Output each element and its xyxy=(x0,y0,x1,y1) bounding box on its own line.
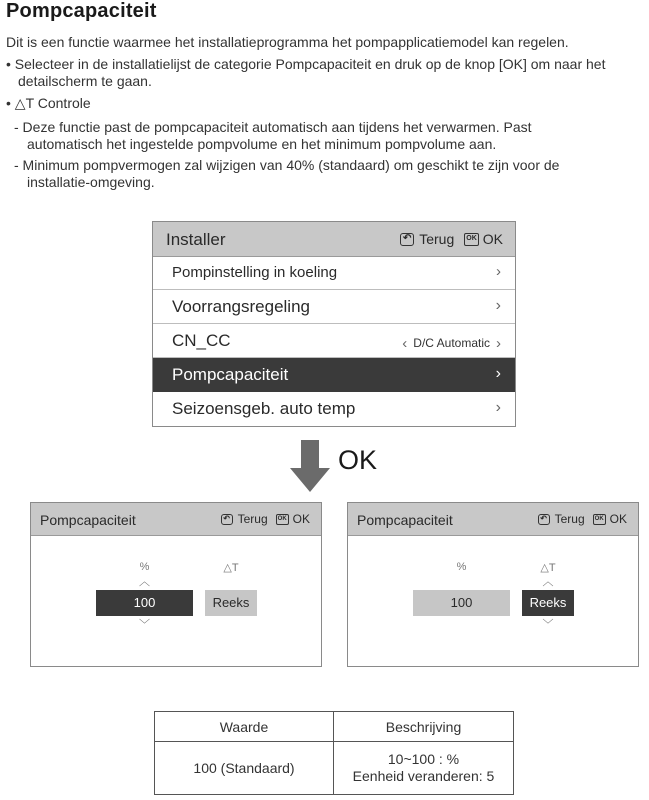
menu-item-voorrangsregeling[interactable] xyxy=(153,290,515,324)
ok-button[interactable]: OK xyxy=(482,231,503,247)
col-header-waarde: Waarde xyxy=(155,712,334,742)
dash-item-auto-adjust xyxy=(14,119,532,153)
ok-icon[interactable]: OK xyxy=(593,514,606,525)
bullet-dot: • xyxy=(6,95,11,111)
ok-button[interactable]: OK xyxy=(609,512,627,526)
caret-up-icon[interactable]: ︿ xyxy=(139,576,150,588)
header-actions xyxy=(221,512,310,526)
dash-text-cont: automatisch het ingestelde pompvolume en het minimum pompvolume aan. xyxy=(27,136,497,152)
menu-item-label: Voorrangsregeling xyxy=(172,297,310,316)
ok-button[interactable]: OK xyxy=(292,512,310,526)
bullet-text-cont: detailscherm te gaan. xyxy=(18,73,152,89)
back-icon[interactable]: ↶ xyxy=(221,514,233,525)
screen-title: Installer xyxy=(166,230,226,249)
page-title: Pompcapaciteit xyxy=(6,0,157,22)
detail-screen-dt-focused xyxy=(347,502,639,667)
menu-item-seizoensgeb[interactable] xyxy=(153,392,515,426)
chevron-left-icon[interactable]: ‹ xyxy=(402,335,408,352)
chevron-right-icon: › xyxy=(495,297,501,314)
pct-label: % xyxy=(456,561,467,573)
caret-down-icon[interactable]: ﹀ xyxy=(542,619,554,631)
dash-text: - Minimum pompvermogen zal wijzigen van 40% (standaard) om geschikt te zijn voor de xyxy=(14,157,560,173)
menu-item-pompinstelling[interactable] xyxy=(153,256,515,290)
table-row xyxy=(155,742,514,795)
dash-text: - Deze functie past de pompcapaciteit automatisch aan tijdens het verwarmen. Past xyxy=(14,119,532,135)
intro-text: Dit is een functie waarmee het installatieprogramma het pompapplicatiemodel kan regelen. xyxy=(6,34,569,50)
dt-label: △T xyxy=(540,562,556,574)
value-table xyxy=(154,711,514,795)
pct-value-field[interactable]: 100 xyxy=(413,590,510,616)
value-selector[interactable] xyxy=(402,334,501,351)
chevron-right-icon: › xyxy=(495,365,501,382)
dt-value-field[interactable]: Reeks xyxy=(205,590,257,616)
back-button[interactable]: Terug xyxy=(419,231,455,247)
bullet-dot: • xyxy=(6,56,11,72)
menu-item-label: CN_CC xyxy=(172,331,231,350)
bullet-dt-control xyxy=(6,95,91,112)
menu-item-label: Pompinstelling in koeling xyxy=(172,264,338,281)
chevron-right-icon: › xyxy=(495,399,501,416)
menu-item-label: Pompcapaciteit xyxy=(172,365,289,384)
menu-item-pompcapaciteit[interactable] xyxy=(153,358,515,392)
menu-item-label: Seizoensgeb. auto temp xyxy=(172,399,356,418)
col-header-beschrijving: Beschrijving xyxy=(334,712,514,742)
bullet-text: Selecteer in de installatielijst de categorie Pompcapaciteit en druk op de knop [OK] om naar het xyxy=(14,56,606,72)
transition-label: OK xyxy=(338,445,378,475)
cell-description xyxy=(334,742,514,795)
bullet-text: △T Controle xyxy=(14,95,91,111)
installer-screen xyxy=(152,221,516,427)
table-header-row xyxy=(155,712,514,742)
desc-range: 10~100 : % xyxy=(387,751,460,767)
caret-down-icon[interactable]: ﹀ xyxy=(139,619,150,631)
ok-icon[interactable]: OK xyxy=(276,514,289,525)
menu-item-cn-cc[interactable] xyxy=(153,324,515,358)
detail-screen-pct-focused xyxy=(30,502,322,667)
cell-value: 100 (Standaard) xyxy=(155,742,334,795)
chevron-right-icon[interactable]: › xyxy=(496,335,501,352)
pct-value-field[interactable]: 100 xyxy=(96,590,193,616)
screen-header xyxy=(31,503,321,536)
screen-header xyxy=(348,503,638,536)
back-icon[interactable]: ↶ xyxy=(538,514,550,525)
dt-value-field[interactable]: Reeks xyxy=(522,590,574,616)
down-arrow-icon xyxy=(290,440,330,492)
dt-label: △T xyxy=(223,562,239,574)
desc-step: Eenheid veranderen: 5 xyxy=(352,768,495,784)
back-button[interactable]: Terug xyxy=(554,512,585,526)
pct-label: % xyxy=(139,561,150,573)
header-actions xyxy=(538,512,627,526)
back-icon[interactable]: ↶ xyxy=(400,233,414,246)
dash-text-cont: installatie-omgeving. xyxy=(27,174,155,190)
ok-icon[interactable]: OK xyxy=(464,233,479,246)
screen-title: Pompcapaciteit xyxy=(357,512,453,528)
back-button[interactable]: Terug xyxy=(237,512,268,526)
bullet-select-category xyxy=(6,56,605,90)
dash-item-min-power xyxy=(14,157,559,191)
caret-up-icon[interactable]: ︿ xyxy=(542,576,554,588)
screen-title: Pompcapaciteit xyxy=(40,512,136,528)
chevron-right-icon: › xyxy=(496,263,501,280)
selector-value: D/C Automatic xyxy=(413,336,490,350)
header-actions xyxy=(400,231,503,247)
screen-header xyxy=(153,222,515,257)
